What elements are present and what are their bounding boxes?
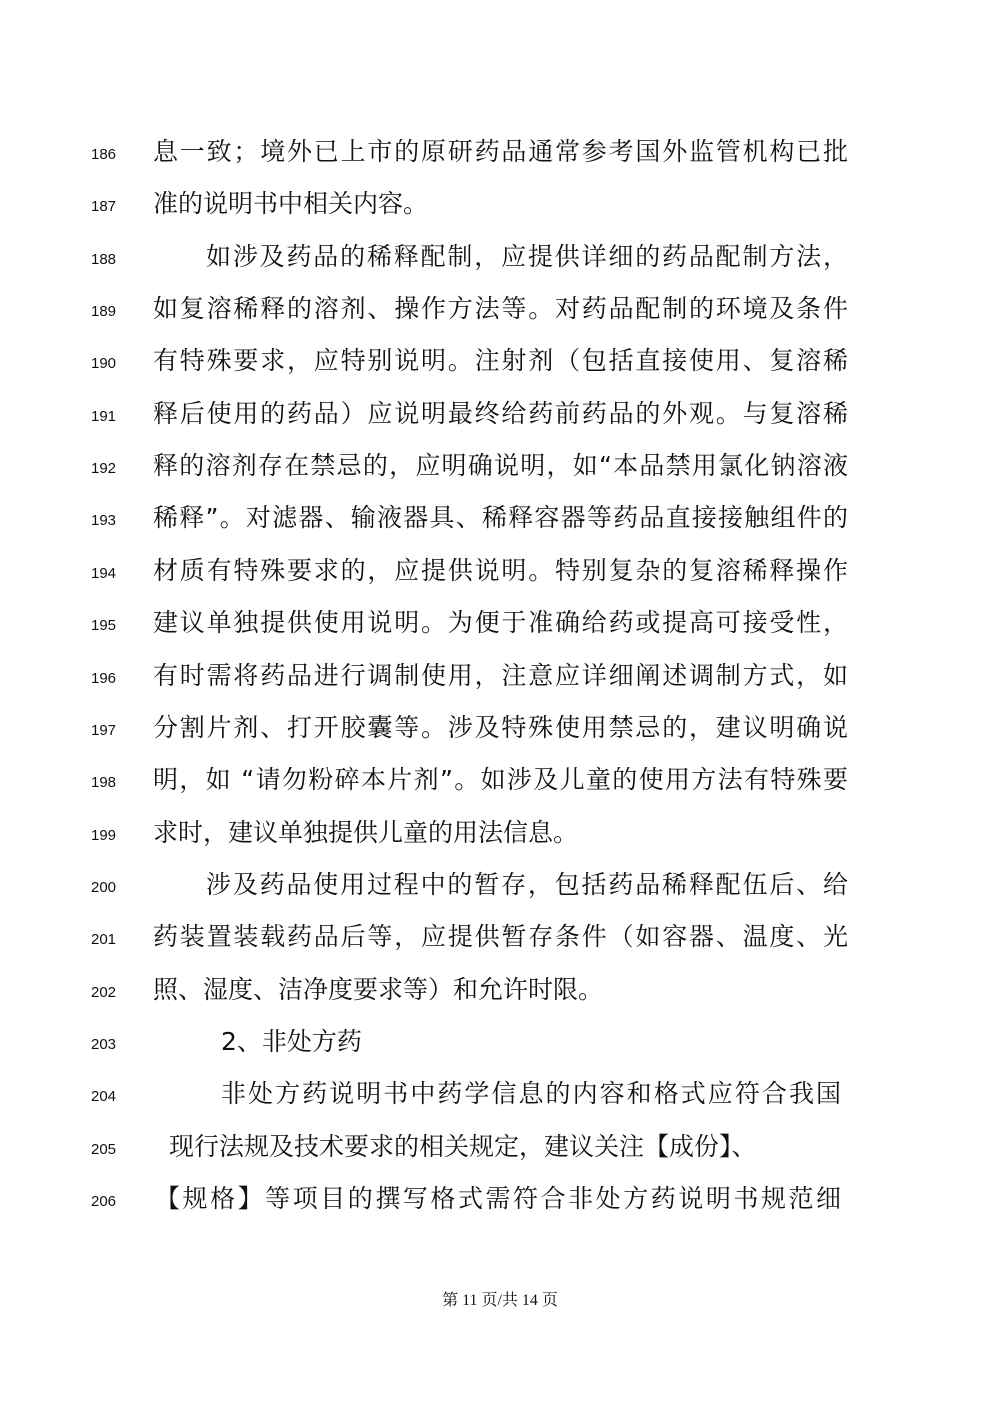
line-text: 有特殊要求，应特别说明。注射剂（包括直接使用、复溶稀 [153, 346, 848, 375]
line-186 [0, 132, 1000, 184]
line-198 [0, 760, 1000, 812]
line-text: 非处方药说明书中药学信息的内容和格式应符合我国 [221, 1079, 841, 1108]
line-number: 186 [91, 146, 117, 163]
line-189 [0, 289, 1000, 341]
line-number: 202 [91, 984, 117, 1001]
line-text: 稀释”。对滤器、输液器具、稀释容器等药品直接接触组件的 [153, 503, 848, 532]
line-number: 205 [91, 1141, 117, 1158]
line-number: 198 [91, 774, 117, 791]
line-number: 201 [91, 931, 117, 948]
line-text: 明，如 “请勿粉碎本片剂”。如涉及儿童的使用方法有特殊要 [153, 765, 848, 794]
line-number: 192 [91, 460, 117, 477]
line-197 [0, 708, 1000, 760]
line-number: 191 [91, 408, 117, 425]
line-205 [0, 1127, 1000, 1179]
line-190 [0, 341, 1000, 393]
line-number: 195 [91, 617, 117, 634]
line-text: 照、湿度、洁净度要求等）和允许时限。 [153, 975, 604, 1004]
line-191 [0, 394, 1000, 446]
line-text: 释后使用的药品）应说明最终给药前药品的外观。与复溶稀 [153, 399, 848, 428]
section-heading: 2、非处方药 [221, 1027, 362, 1056]
line-text: 药装置装载药品后等，应提供暂存条件（如容器、温度、光 [153, 922, 848, 951]
line-text: 有时需将药品进行调制使用，注意应详细阐述调制方式，如 [153, 661, 848, 690]
line-text: 准的说明书中相关内容。 [153, 189, 429, 218]
line-number: 189 [91, 303, 117, 320]
line-200 [0, 865, 1000, 917]
line-text: 建议单独提供使用说明。为便于准确给药或提高可接受性， [153, 608, 848, 637]
line-number: 187 [91, 198, 117, 215]
line-203 [0, 1022, 1000, 1074]
line-201 [0, 917, 1000, 969]
line-188 [0, 237, 1000, 289]
line-text: 如涉及药品的稀释配制，应提供详细的药品配制方法， [206, 242, 848, 271]
line-number: 203 [91, 1036, 117, 1053]
line-number: 199 [91, 827, 117, 844]
line-number: 194 [91, 565, 117, 582]
line-text: 材质有特殊要求的，应提供说明。特别复杂的复溶稀释操作 [153, 556, 848, 585]
line-text: 分割片剂、打开胶囊等。涉及特殊使用禁忌的，建议明确说 [153, 713, 848, 742]
line-204 [0, 1074, 1000, 1126]
line-number: 196 [91, 670, 117, 687]
line-206 [0, 1179, 1000, 1231]
line-194 [0, 551, 1000, 603]
line-text: 求时，建议单独提供儿童的用法信息。 [153, 818, 579, 847]
line-text: 现行法规及技术要求的相关规定，建议关注【成份】、 [169, 1132, 757, 1161]
line-text: 如复溶稀释的溶剂、操作方法等。对药品配制的环境及条件 [153, 294, 848, 323]
line-187 [0, 184, 1000, 236]
line-number: 190 [91, 355, 117, 372]
line-number: 197 [91, 722, 117, 739]
line-192 [0, 446, 1000, 498]
line-text: 【规格】等项目的撰写格式需符合非处方药说明书规范细 [155, 1184, 841, 1213]
line-196 [0, 656, 1000, 708]
line-text: 涉及药品使用过程中的暂存，包括药品稀释配伍后、给 [206, 870, 848, 899]
line-199 [0, 813, 1000, 865]
line-202 [0, 970, 1000, 1022]
line-number: 188 [91, 251, 117, 268]
line-number: 200 [91, 879, 117, 896]
line-number: 204 [91, 1088, 117, 1105]
line-195 [0, 603, 1000, 655]
page-footer: 第 11 页/共 14 页 [442, 1292, 558, 1309]
line-193 [0, 498, 1000, 550]
line-number: 193 [91, 512, 117, 529]
line-text: 息一致；境外已上市的原研药品通常参考国外监管机构已批 [153, 137, 848, 166]
line-number: 206 [91, 1193, 117, 1210]
line-text: 释的溶剂存在禁忌的，应明确说明，如“本品禁用氯化钠溶液 [153, 451, 848, 480]
